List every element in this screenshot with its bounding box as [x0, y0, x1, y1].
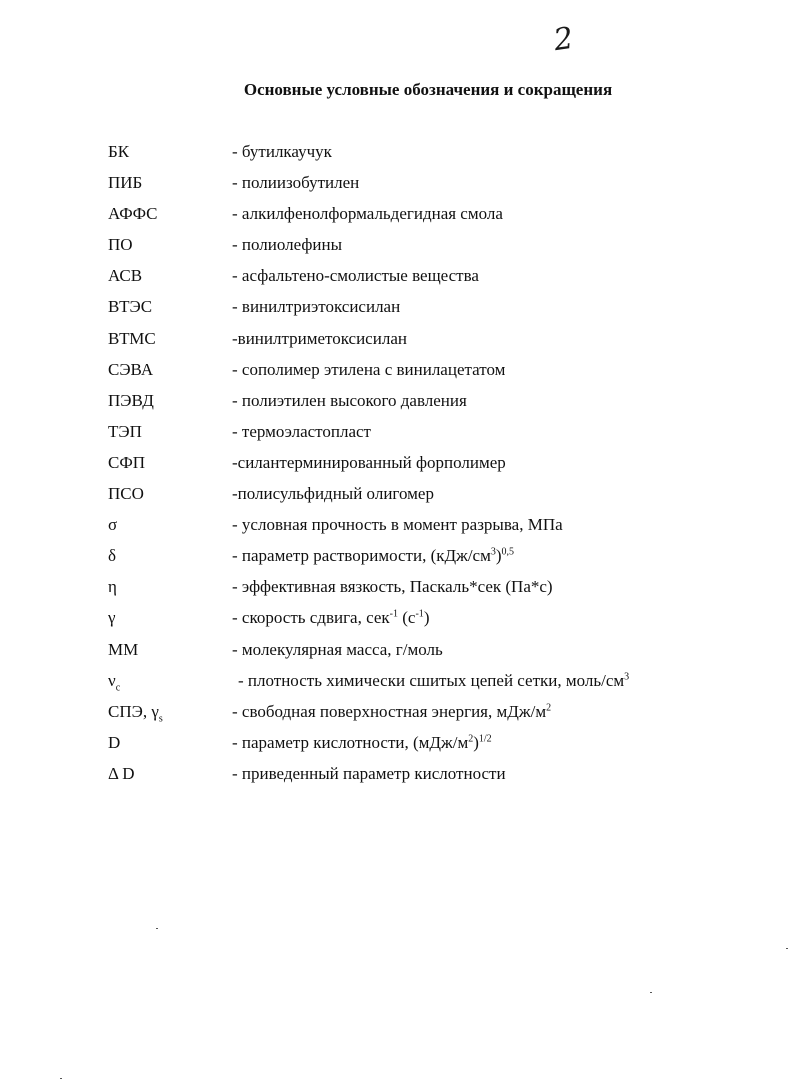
list-item	[108, 391, 748, 422]
list-item	[108, 297, 748, 328]
list-item	[108, 640, 748, 671]
superscript: 1/2	[478, 733, 492, 745]
abbreviation-definition: - винилтриэтоксисилан	[232, 297, 401, 317]
abbreviation-definition: -полисульфидный олигомер	[232, 484, 434, 504]
list-item	[108, 329, 748, 360]
abbreviation-definition: - эффективная вязкость, Паскаль*сек (Па*с)	[232, 577, 553, 597]
list-item	[108, 235, 748, 266]
superscript: 3	[624, 670, 630, 682]
abbreviation-term: СПЭ, $\gamma_s$	[108, 701, 163, 725]
abbreviation-definition: - алкилфенолформальдегидная смола	[232, 204, 503, 224]
list-item	[108, 484, 748, 515]
abbreviation-term: Δ D	[108, 763, 135, 783]
abbreviation-definition: - термоэластопласт	[232, 421, 371, 441]
abbreviation-term: γ	[108, 608, 116, 628]
abbreviation-term: D	[108, 732, 121, 752]
abbreviation-term: $\nu_c$	[108, 670, 121, 693]
abbreviation-definition: - молекулярная масса, г/моль	[232, 639, 443, 659]
abbreviation-term: ВТМС	[108, 328, 156, 348]
page-number: 2	[551, 20, 576, 59]
abbreviation-definition: -силантерминированный форполимер	[232, 452, 506, 472]
list-item	[108, 142, 748, 173]
superscript: 3	[490, 546, 496, 558]
subscript: c	[115, 681, 121, 693]
subscript: s	[158, 713, 163, 725]
abbreviation-definition: -винилтриметоксисилан	[232, 328, 407, 348]
list-item	[108, 702, 748, 733]
abbreviation-definition: - параметр кислотности, $(мДж/м^2)^{1/2}$	[232, 732, 492, 752]
abbreviation-term: ММ	[108, 639, 139, 659]
abbreviation-definition: - асфальтено-смолистые вещества	[232, 266, 479, 286]
superscript: -1	[415, 608, 424, 620]
list-item	[108, 422, 748, 453]
abbreviation-term: ПСО	[108, 484, 144, 504]
superscript: -1	[389, 608, 398, 620]
abbreviation-definition: - свободная поверхностная энергия, мДж/$м^2$	[232, 701, 552, 721]
abbreviation-list	[108, 142, 748, 795]
list-item	[108, 764, 748, 795]
scan-speck	[786, 948, 788, 949]
abbreviation-definition: - сополимер этилена с винилацетатом	[232, 359, 506, 379]
scan-speck	[156, 928, 158, 929]
abbreviation-definition: - скорость сдвига, сек$^{-1}$ $(с^{-1})$	[232, 608, 430, 628]
list-item	[108, 671, 748, 702]
scan-speck	[60, 1078, 62, 1079]
abbreviation-term: СЭВА	[108, 359, 154, 379]
abbreviation-term: ТЭП	[108, 421, 142, 441]
superscript: 0,5	[501, 546, 515, 558]
abbreviation-term: ПИБ	[108, 173, 143, 193]
abbreviation-definition: - бутилкаучук	[232, 142, 332, 161]
abbreviation-term: БК	[108, 142, 130, 161]
abbreviation-definition: - полиэтилен высокого давления	[232, 390, 467, 410]
abbreviation-term: СФП	[108, 452, 146, 472]
list-item	[108, 173, 748, 204]
list-item	[108, 453, 748, 484]
list-item	[108, 515, 748, 546]
abbreviation-term: АСВ	[108, 266, 143, 286]
abbreviation-term: ПЭВД	[108, 390, 154, 410]
superscript: 2	[468, 733, 474, 745]
superscript: 2	[546, 702, 552, 714]
abbreviation-definition: - полиизобутилен	[232, 173, 360, 193]
page-title: Основные условные обозначения и сокращения	[243, 80, 613, 99]
list-item	[108, 360, 748, 391]
abbreviation-definition: - полиолефины	[232, 235, 343, 255]
abbreviation-term: ПО	[108, 235, 133, 255]
list-item	[108, 546, 748, 577]
list-item	[108, 204, 748, 235]
list-item	[108, 266, 748, 297]
abbreviation-term: ВТЭС	[108, 297, 153, 317]
list-item	[108, 733, 748, 764]
list-item	[108, 608, 748, 639]
abbreviation-definition: - параметр растворимости, $(кДж/см^3)^{0,5}$	[232, 546, 515, 566]
scan-speck	[650, 992, 652, 993]
abbreviation-definition: - приведенный параметр кислотности	[232, 763, 506, 783]
abbreviation-term: η	[108, 577, 117, 597]
abbreviation-definition: - условная прочность в момент разрыва, МПа	[232, 515, 563, 535]
list-item	[108, 577, 748, 608]
abbreviation-term: δ	[108, 546, 117, 566]
abbreviation-term: σ	[108, 515, 118, 535]
abbreviation-definition: - плотность химически сшитых цепей сетки, моль/$см^3$	[238, 670, 630, 690]
abbreviation-term: АФФС	[108, 204, 158, 224]
